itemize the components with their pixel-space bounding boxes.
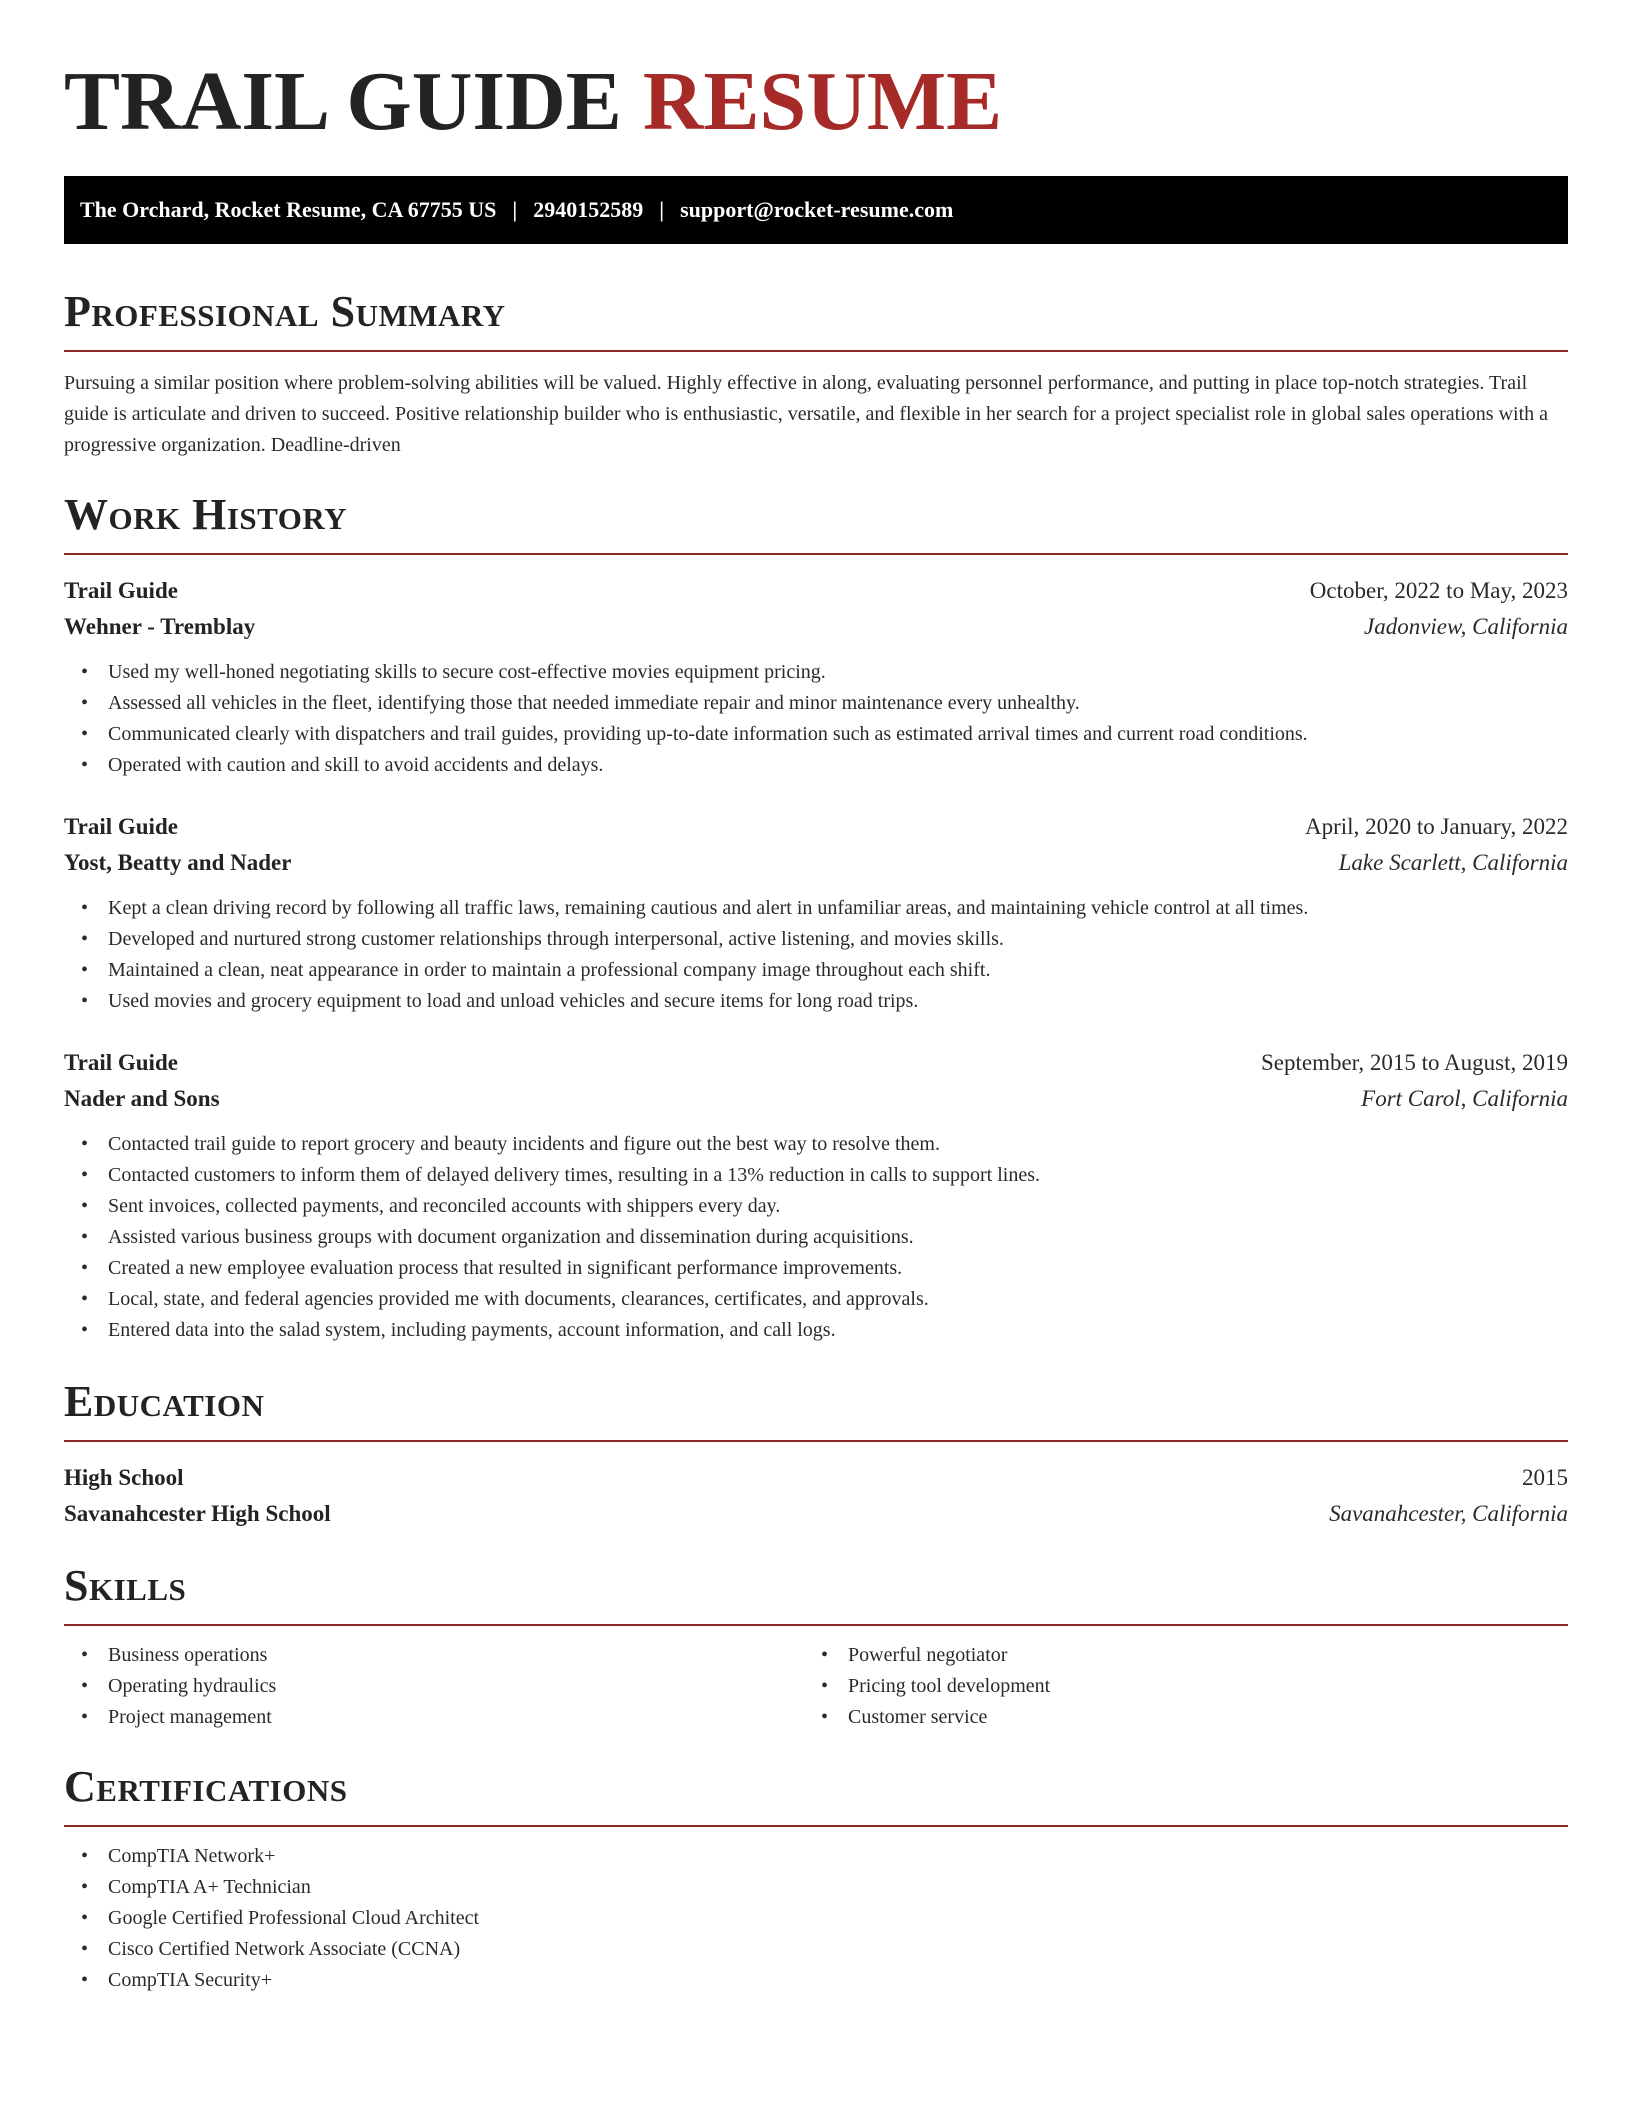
contact-separator: | [512,197,518,222]
education-section [64,1374,1568,1532]
education-entry [64,1460,1568,1532]
job-location: Lake Scarlett, California [1338,850,1568,875]
list-item: • Powerful negotiator [804,1640,1544,1671]
list-item: • Created a new employee evaluation process that resulted in significant performance improvements. [64,1253,1568,1284]
job-header [64,573,1568,609]
education-subheader [64,1496,1568,1532]
job-subheader [64,609,1568,645]
job-company: Yost, Beatty and Nader [64,850,292,875]
certifications-heading: Certifications [64,1762,348,1811]
list-item: • Local, state, and federal agencies provided me with documents, clearances, certificates, and approvals. [64,1284,1568,1315]
section-divider [64,1825,1568,1827]
job-company: Nader and Sons [64,1086,220,1111]
job-role: Trail Guide [64,814,178,839]
list-item: • Used movies and grocery equipment to load and unload vehicles and secure items for long road trips. [64,986,1568,1017]
job-dates: September, 2015 to August, 2019 [1260,1050,1568,1075]
section-divider [64,553,1568,555]
job-header [64,809,1568,845]
job-dates: April, 2020 to January, 2022 [1305,814,1568,839]
job-bullets [64,657,1568,781]
list-item: • Contacted customers to inform them of delayed delivery times, resulting in a 13% reduction in calls to support lines. [64,1160,1568,1191]
list-item: • Developed and nurtured strong customer relationships through interpersonal, active listening, and movies skills. [64,924,1568,955]
job-entry [64,1045,1568,1346]
contact-separator: | [659,197,665,222]
job-entry [64,809,1568,1017]
list-item: • Cisco Certified Network Associate (CCNA) [64,1934,1568,1965]
skills-heading: Skills [64,1561,187,1610]
job-company: Wehner - Tremblay [64,614,256,639]
job-bullets [64,1129,1568,1346]
list-item: • Contacted trail guide to report grocery and beauty incidents and figure out the best way to resolve them. [64,1129,1568,1160]
title-accent: RESUME [642,55,1003,148]
list-item: • CompTIA Security+ [64,1965,1568,1996]
summary-text: Pursuing a similar position where problem-solving abilities will be valued. Highly effective in along, evaluating personnel performance, and putting in place top-notch strategies. Trail guide is articulate and driven to succeed. Positive relationship builder who is enthusiastic, versatile, and flexible in her search for a project specialist role in global sales operations with a progressive organization. Deadline-driven [64,372,1549,456]
resume-title [64,0,1568,152]
job-location: Jadonview, California [1363,614,1568,639]
education-degree: High School [64,1465,184,1490]
list-item: • Maintained a clean, neat appearance in order to maintain a professional company image throughout each shift. [64,955,1568,986]
list-item: • Sent invoices, collected payments, and reconciled accounts with shippers every day. [64,1191,1568,1222]
skills-section [64,1558,1568,1733]
list-item: • Assessed all vehicles in the fleet, identifying those that needed immediate repair and minor maintenance every unhealthy. [64,688,1568,719]
job-dates: October, 2022 to May, 2023 [1309,578,1568,603]
list-item: • Entered data into the salad system, including payments, account information, and call logs. [64,1315,1568,1346]
skills-grid [64,1640,1568,1733]
job-role: Trail Guide [64,1050,178,1075]
job-entry [64,573,1568,781]
contact-email: support@rocket-resume.com [680,197,954,222]
list-item: • Google Certified Professional Cloud Architect [64,1903,1568,1934]
contact-address: The Orchard, Rocket Resume, CA 67755 US [80,197,497,222]
summary-heading: Professional Summary [64,287,506,336]
education-year: 2015 [1522,1465,1568,1490]
education-header [64,1460,1568,1496]
section-divider [64,350,1568,352]
skills-list-right [804,1640,1544,1733]
title-name: TRAIL GUIDE [64,55,622,148]
list-item: • Pricing tool development [804,1671,1544,1702]
certifications-list [64,1841,1568,1996]
skills-list-left [64,1640,804,1733]
work-history-heading: Work History [64,490,348,539]
education-school: Savanahcester High School [64,1501,331,1526]
contact-bar [64,176,1568,244]
section-divider [64,1624,1568,1626]
job-bullets [64,893,1568,1017]
job-header [64,1045,1568,1081]
education-heading: Education [64,1377,265,1426]
list-item: • Operated with caution and skill to avoid accidents and delays. [64,750,1568,781]
job-subheader [64,1081,1568,1117]
list-item: • Customer service [804,1702,1544,1733]
list-item: • CompTIA A+ Technician [64,1872,1568,1903]
summary-section [64,284,1568,461]
work-history-section [64,487,1568,1346]
section-divider [64,1440,1568,1442]
job-location: Fort Carol, California [1361,1086,1568,1111]
list-item: • CompTIA Network+ [64,1841,1568,1872]
job-subheader [64,845,1568,881]
list-item: • Operating hydraulics [64,1671,804,1702]
contact-phone: 2940152589 [533,197,644,222]
list-item: • Business operations [64,1640,804,1671]
list-item: • Used my well-honed negotiating skills to secure cost-effective movies equipment pricing. [64,657,1568,688]
list-item: • Communicated clearly with dispatchers and trail guides, providing up-to-date information such as estimated arrival times and current road conditions. [64,719,1568,750]
list-item: • Project management [64,1702,804,1733]
list-item: • Assisted various business groups with document organization and dissemination during acquisitions. [64,1222,1568,1253]
list-item: • Kept a clean driving record by following all traffic laws, remaining cautious and alert in unfamiliar areas, and maintaining vehicle control at all times. [64,893,1568,924]
education-location: Savanahcester, California [1329,1501,1568,1526]
certifications-section [64,1759,1568,1996]
job-role: Trail Guide [64,578,178,603]
resume-page [64,0,1568,1996]
